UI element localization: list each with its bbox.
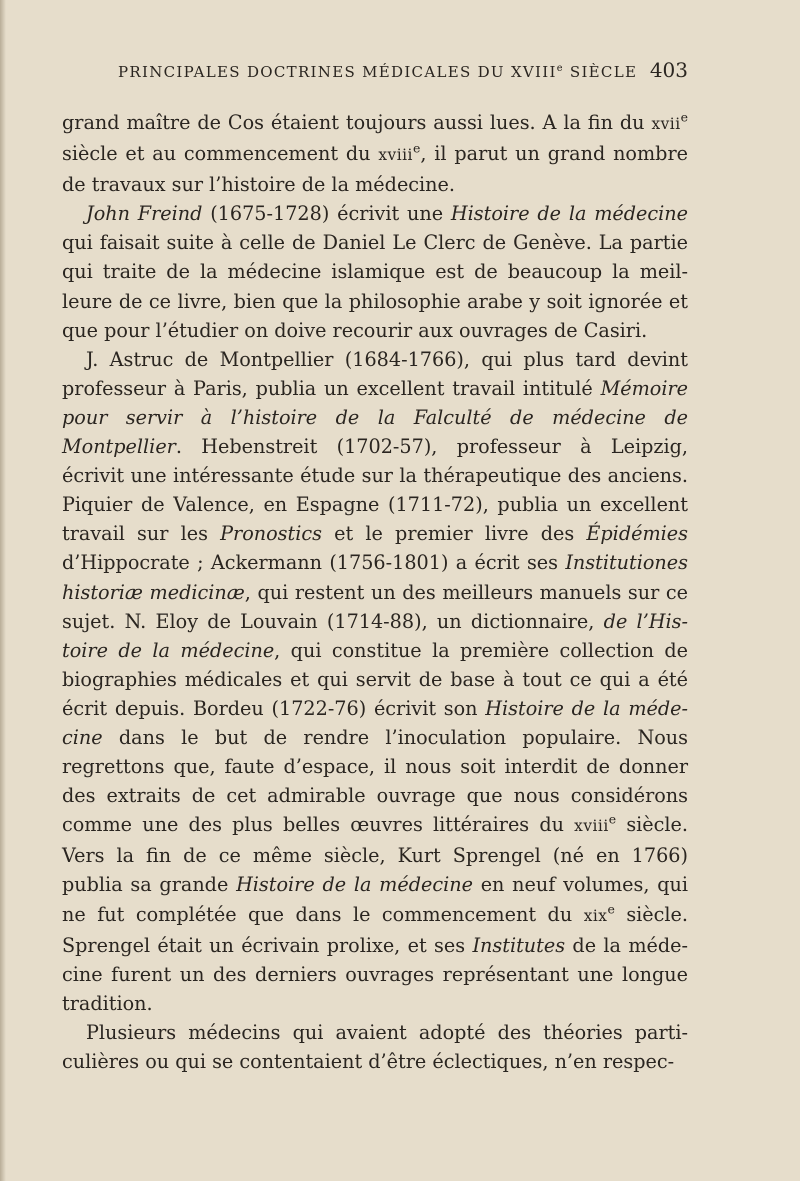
text-run: . Hebenstreit (1702-57), professeur à Leipzig, écrivit une intéressante étude sur la thérapeutique des anciens. Piquier de Valence, en Espagne (1711-72), publia un excellent travail sur les <box>62 435 688 546</box>
text-run: en neuf volumes, qui ne fut complétée que dans le commencement du <box>62 873 688 926</box>
text-run: dans le but de rendre l’inoculation populaire. Nous regrettons que, faute d’espace, il nous soit interdit de donner des extraits de cet admirable ouvrage que nous considérons comme une des plus belles œuvres littéraires du <box>62 725 688 837</box>
paragraph-1 <box>62 108 688 199</box>
superscript: e <box>412 140 421 156</box>
book-title: de l’Histoire de la médecine <box>62 609 688 662</box>
superscript: e <box>607 901 615 917</box>
text-run: J. Astruc de Montpellier (1684-1766), qui plus tard devint professeur à Paris, publia un excellent travail intitulé <box>62 347 688 400</box>
text-run: , qui constitue la première collection de biographies médicales et qui servit de base à tout ce qui a été écrit depuis. Bordeu (1722-76) écrivit son <box>62 638 688 720</box>
text-run: et le premier livre des <box>321 522 587 546</box>
century-numeral: xix <box>583 906 608 925</box>
text-run: , qui restent un des meilleurs manuels sur ce sujet. N. Eloy de Louvain (1714-88), un dictionnaire, <box>62 580 689 633</box>
running-title <box>118 63 637 81</box>
book-title: Mémoire pour servir à l’histoire de la Falculté de médecine de Montpellier <box>62 376 688 459</box>
running-title-superscript: e <box>556 63 564 74</box>
text-run: siècle et au commencement du <box>62 142 379 166</box>
author-name: John Freind <box>86 202 203 226</box>
text-run: siècle. Vers la fin de ce même siècle, Kurt Sprengel (né en 1766) publia sa grande <box>62 813 689 897</box>
text-run: (1675-1728) écrivit une <box>202 202 451 226</box>
book-title: Institutes <box>472 933 566 957</box>
paragraph-3 <box>62 345 688 1018</box>
book-title: Épidémies <box>586 522 688 546</box>
century-numeral: xviii <box>378 146 413 165</box>
running-title-text-end: SIÈCLE <box>563 63 638 81</box>
century-numeral: xviii <box>574 817 609 836</box>
paragraph-4 <box>62 1018 688 1076</box>
book-title: Histoire de la médecine <box>236 873 473 897</box>
book-title: Histoire de la médecine <box>450 202 688 226</box>
text-run: qui faisait suite à celle de Daniel Le Clerc de Genève. La partie qui traite de la médecine islamique est de beaucoup la meilleure de ce livre, bien que la philosophie arabe y soit ignorée et que pour l’étudier on doive recourir aux ouvrages de Casiri. <box>62 231 688 342</box>
text-run: Plusieurs médecins qui avaient adopté des théories particulières ou qui se contentaient d’être éclectiques, n’en respec- <box>62 1020 688 1073</box>
paragraph-2 <box>62 199 688 344</box>
book-title: Pronostics <box>220 522 322 546</box>
running-title-text: PRINCIPALES DOCTRINES MÉDICALES DU XVIII <box>118 63 557 81</box>
page-header <box>118 58 688 92</box>
century-numeral: xvii <box>651 115 681 133</box>
page-edge <box>0 0 6 1181</box>
text-run: d’Hippocrate ; Ackermann (1756-1801) a écrit ses <box>62 551 566 575</box>
superscript: e <box>680 109 688 125</box>
book-title: Histoire de la médecine <box>62 696 688 749</box>
page-number: 403 <box>649 58 688 82</box>
superscript: e <box>608 811 617 827</box>
text-run: de la médecine furent un des derniers ouvrages représentant une longue tradition. <box>62 933 689 1015</box>
text-run: grand maître de Cos étaient toujours aussi lues. A la fin du <box>62 111 652 134</box>
book-title: Institutiones historiæ medicinæ <box>62 551 688 604</box>
text-run: , il parut un grand nombre de travaux sur l’histoire de la médecine. <box>62 142 688 197</box>
body-text <box>62 108 688 1076</box>
text-run: siècle. Sprengel était un écrivain prolixe, et ses <box>62 902 688 957</box>
